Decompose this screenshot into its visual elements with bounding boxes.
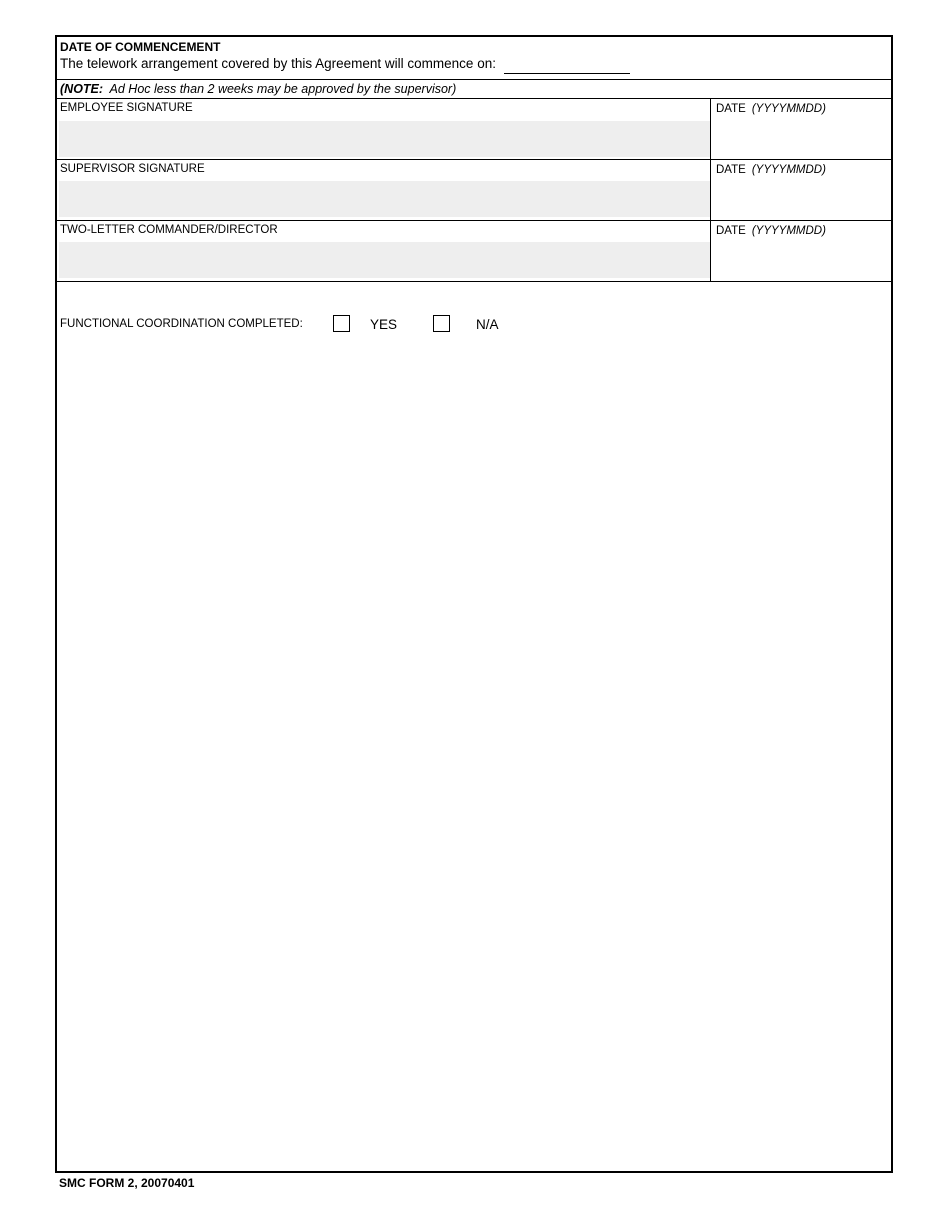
divider	[57, 281, 891, 282]
form-frame	[55, 35, 893, 1173]
na-checkbox[interactable]	[433, 315, 450, 332]
supervisor-date-label: DATE (YYYYMMDD)	[716, 164, 826, 176]
na-option-label: N/A	[476, 317, 499, 332]
note-label: (NOTE:	[60, 82, 104, 96]
divider	[57, 79, 891, 80]
note-body: Ad Hoc less than 2 weeks may be approved by the supervisor)	[109, 82, 457, 96]
commander-date-label: DATE (YYYYMMDD)	[716, 225, 826, 237]
commencement-date-field[interactable]	[504, 73, 630, 74]
yes-option-label: YES	[370, 317, 398, 332]
divider	[57, 159, 891, 160]
employee-signature-field[interactable]	[59, 121, 710, 157]
employee-date-label: DATE (YYYYMMDD)	[716, 103, 826, 115]
supervisor-signature-label: SUPERVISOR SIGNATURE	[60, 163, 205, 175]
commencement-statement: The telework arrangement covered by this Agreement will commence on:	[60, 56, 496, 71]
commander-signature-label: TWO-LETTER COMMANDER/DIRECTOR	[60, 224, 278, 236]
note-text	[60, 82, 456, 96]
yes-checkbox[interactable]	[333, 315, 350, 332]
functional-coordination-label: FUNCTIONAL COORDINATION COMPLETED:	[60, 318, 303, 330]
divider	[57, 98, 891, 99]
commencement-heading: DATE OF COMMENCEMENT	[60, 40, 221, 54]
divider	[57, 220, 891, 221]
employee-signature-label: EMPLOYEE SIGNATURE	[60, 102, 193, 114]
form-footer: SMC FORM 2, 20070401	[59, 1176, 195, 1190]
date-column-divider	[710, 98, 711, 281]
supervisor-signature-field[interactable]	[59, 181, 710, 217]
commander-signature-field[interactable]	[59, 242, 710, 278]
